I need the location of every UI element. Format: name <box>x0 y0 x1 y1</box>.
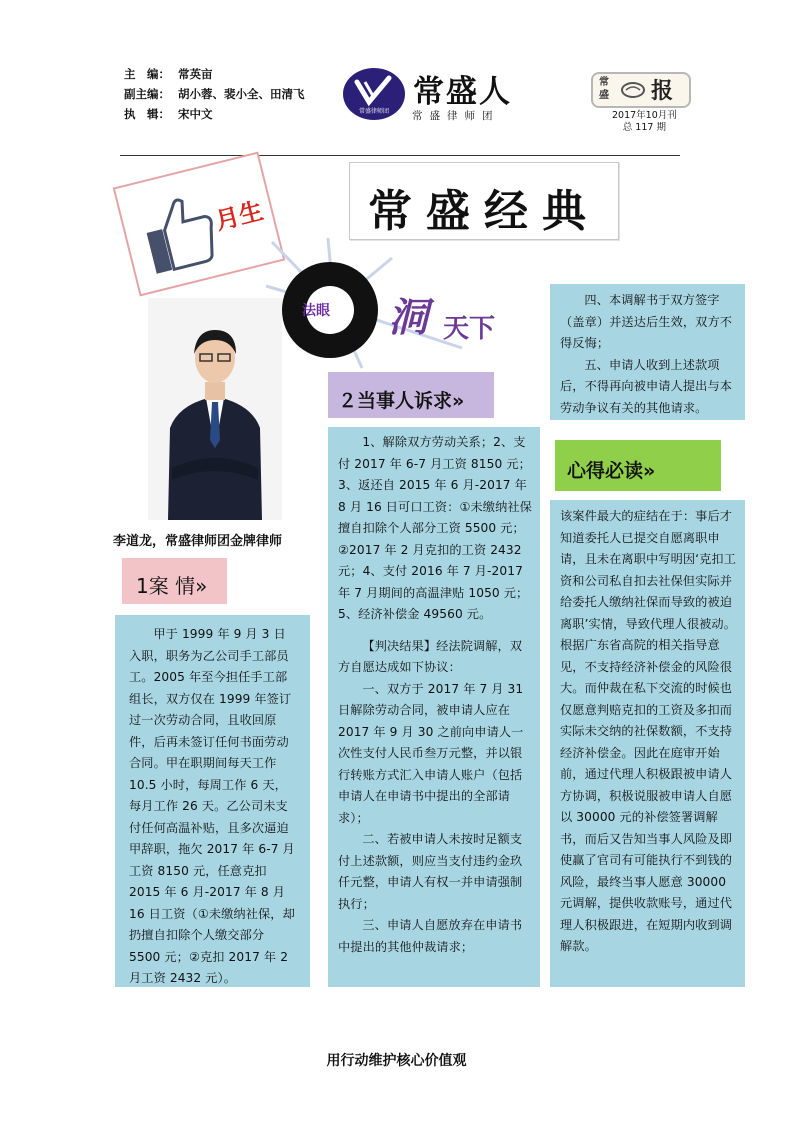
lawyer-caption: 李道龙，常盛律师团金牌律师 <box>113 534 283 549</box>
paper-logo-right: 报 <box>651 79 674 104</box>
eye-text-left: 法眼 <box>302 303 330 319</box>
section4-panel <box>550 500 745 987</box>
issue-info <box>612 110 677 134</box>
section4-text <box>550 500 745 958</box>
section1-panel <box>115 615 310 987</box>
footer-slogan: 用行动维护核心价值观 <box>326 1053 467 1069</box>
exec-editor-line: 执 辑： 宋中文 <box>124 107 213 121</box>
section1-tag <box>122 558 227 604</box>
paper-logo-icon <box>621 81 645 99</box>
section2-paragraph: 三、申请人自愿放弃在申请书中提出的其他仲裁请求； <box>338 918 523 954</box>
section3-paragraph: 五、申请人收到上述款项后，不得再向被申请人提出与本劳动争议有关的其他请求。 <box>560 357 733 415</box>
eye-ring-icon <box>282 262 378 358</box>
paper-logo-left: 常盛 <box>599 77 609 101</box>
section4-tag <box>555 440 721 491</box>
thumb-banner <box>113 152 286 297</box>
deputy-editor-line: 副主编： 胡小蓉、裴小全、田清飞 <box>124 87 305 101</box>
section3-panel <box>550 284 745 420</box>
section2-tag-label: ２当事人诉求» <box>338 390 465 412</box>
section2-paragraph: 【判决结果】经法院调解，双方自愿达成如下协议： <box>338 638 523 674</box>
section3-text <box>550 284 745 419</box>
paper-logo <box>591 72 691 108</box>
page-title: 常盛经典 <box>368 186 600 237</box>
editor-line: 主 编： 常英亩 <box>124 67 213 81</box>
lawyer-portrait-icon <box>148 298 282 520</box>
section4-paragraph: 该案件最大的症结在于：事后才知道委托人已提交自愿离职申请，且未在离职中写明因‘克扣工资和公司私自扣去社保但实际并给委托人缴纳社保而导致的被迫离职’实情，导致代理人很被动。根据广东省高院的相关指导意见，不支持经济补偿金的风险很大。而仲裁在私下交流的时候也仅愿意判赔克扣的工资及多扣而实际未交纳的社保数额，不支持经济补偿金。因此在庭审开始前，通过代理人积极跟被申请人方协调，积极说服被申请人自愿以 30000 元的补偿签署调解书，而后又告知当事人风险及即使赢了官司有可能执行不到钱的风险，最终当事人愿意 30000 元调解，提供收款账号，通过代理人积极跟进，在短期内收到调解款。 <box>560 509 736 953</box>
section2-paragraph: 1、解除双方劳动关系；2、支付 2017 年 6-7 月工资 8150 元；3、返还自 2015 年 6 月-2017 年 8 月 16 日可口工资：①未缴纳社保擅自扣除个人部分工资 5500 元；②2017 年 2 月克扣的工资 2432 元；4、支付 2016 年 7 月-2017 年 7 月期间的高温津贴 1050 元；5、经济补偿金 49560 元。 <box>338 435 532 621</box>
issue-number: 总 117 期 <box>622 122 666 133</box>
lawyer-photo <box>148 298 282 520</box>
title-box <box>349 162 619 240</box>
header-divider <box>120 155 680 156</box>
masthead-credits <box>124 64 305 124</box>
section4-tag-label: 心得必读» <box>567 460 656 482</box>
section3-paragraph: 四、本调解书于双方签字（盖章）并送达后生效，双方不得反悔； <box>560 293 733 350</box>
section2-tag <box>328 372 494 418</box>
thumb-text: 月生 <box>212 196 266 236</box>
section1-tag-label: 1案 情» <box>136 574 208 598</box>
brand-logo-icon <box>343 68 405 120</box>
issue-date: 2017年10月刊 <box>612 110 677 121</box>
eye-text-right: 天下 <box>443 314 496 344</box>
eye-text-mid: 洞 <box>388 295 428 341</box>
brand-subtitle: 常盛律师团 <box>412 110 500 122</box>
section2-paragraph: 一、双方于 2017 年 7 月 31 日解除劳动合同，被申请人应在 2017 年 9 月 30 之前向申请人一次性支付人民币叁万元整，并以银行转账方式汇入申请人账户（包括申请人在申请书中提出的全部请求）； <box>338 681 524 825</box>
section2-panel <box>328 427 540 987</box>
section2-paragraph: 二、若被申请人未按时足额支付上述款额，则应当支付违约金玖仟元整，申请人有权一并申请强制执行； <box>338 832 523 911</box>
logo-small-text: 常盛律师团 <box>358 108 389 115</box>
brand-name: 常盛人 <box>413 74 512 110</box>
section2-text <box>328 427 540 958</box>
thumb-up-icon <box>133 184 228 280</box>
section1-text <box>115 615 310 990</box>
section1-paragraph: 甲于 1999 年 9 月 3 日入职，职务为乙公司手工部员工。2005 年至今担任手工部组长，双方仅在 1999 年签订过一次劳动合同，且收回原件，后再未签订任何书面劳动合同。甲在职期间每天工作 10.5 小时，每周工作 6 天，每月工作 26 天。乙公司未支付任何高温补贴，且多次逼迫甲辞职，拖欠 2017 年 6-7 月工资 8150 元，任意克扣 2015 年 6 月-2017 年 8 月 16 日工资（①未缴纳社保，却扔擅自扣除个人缴交部分 5500 元；②克扣 2017 年 2 月工资 2432 元）。 <box>129 627 295 985</box>
